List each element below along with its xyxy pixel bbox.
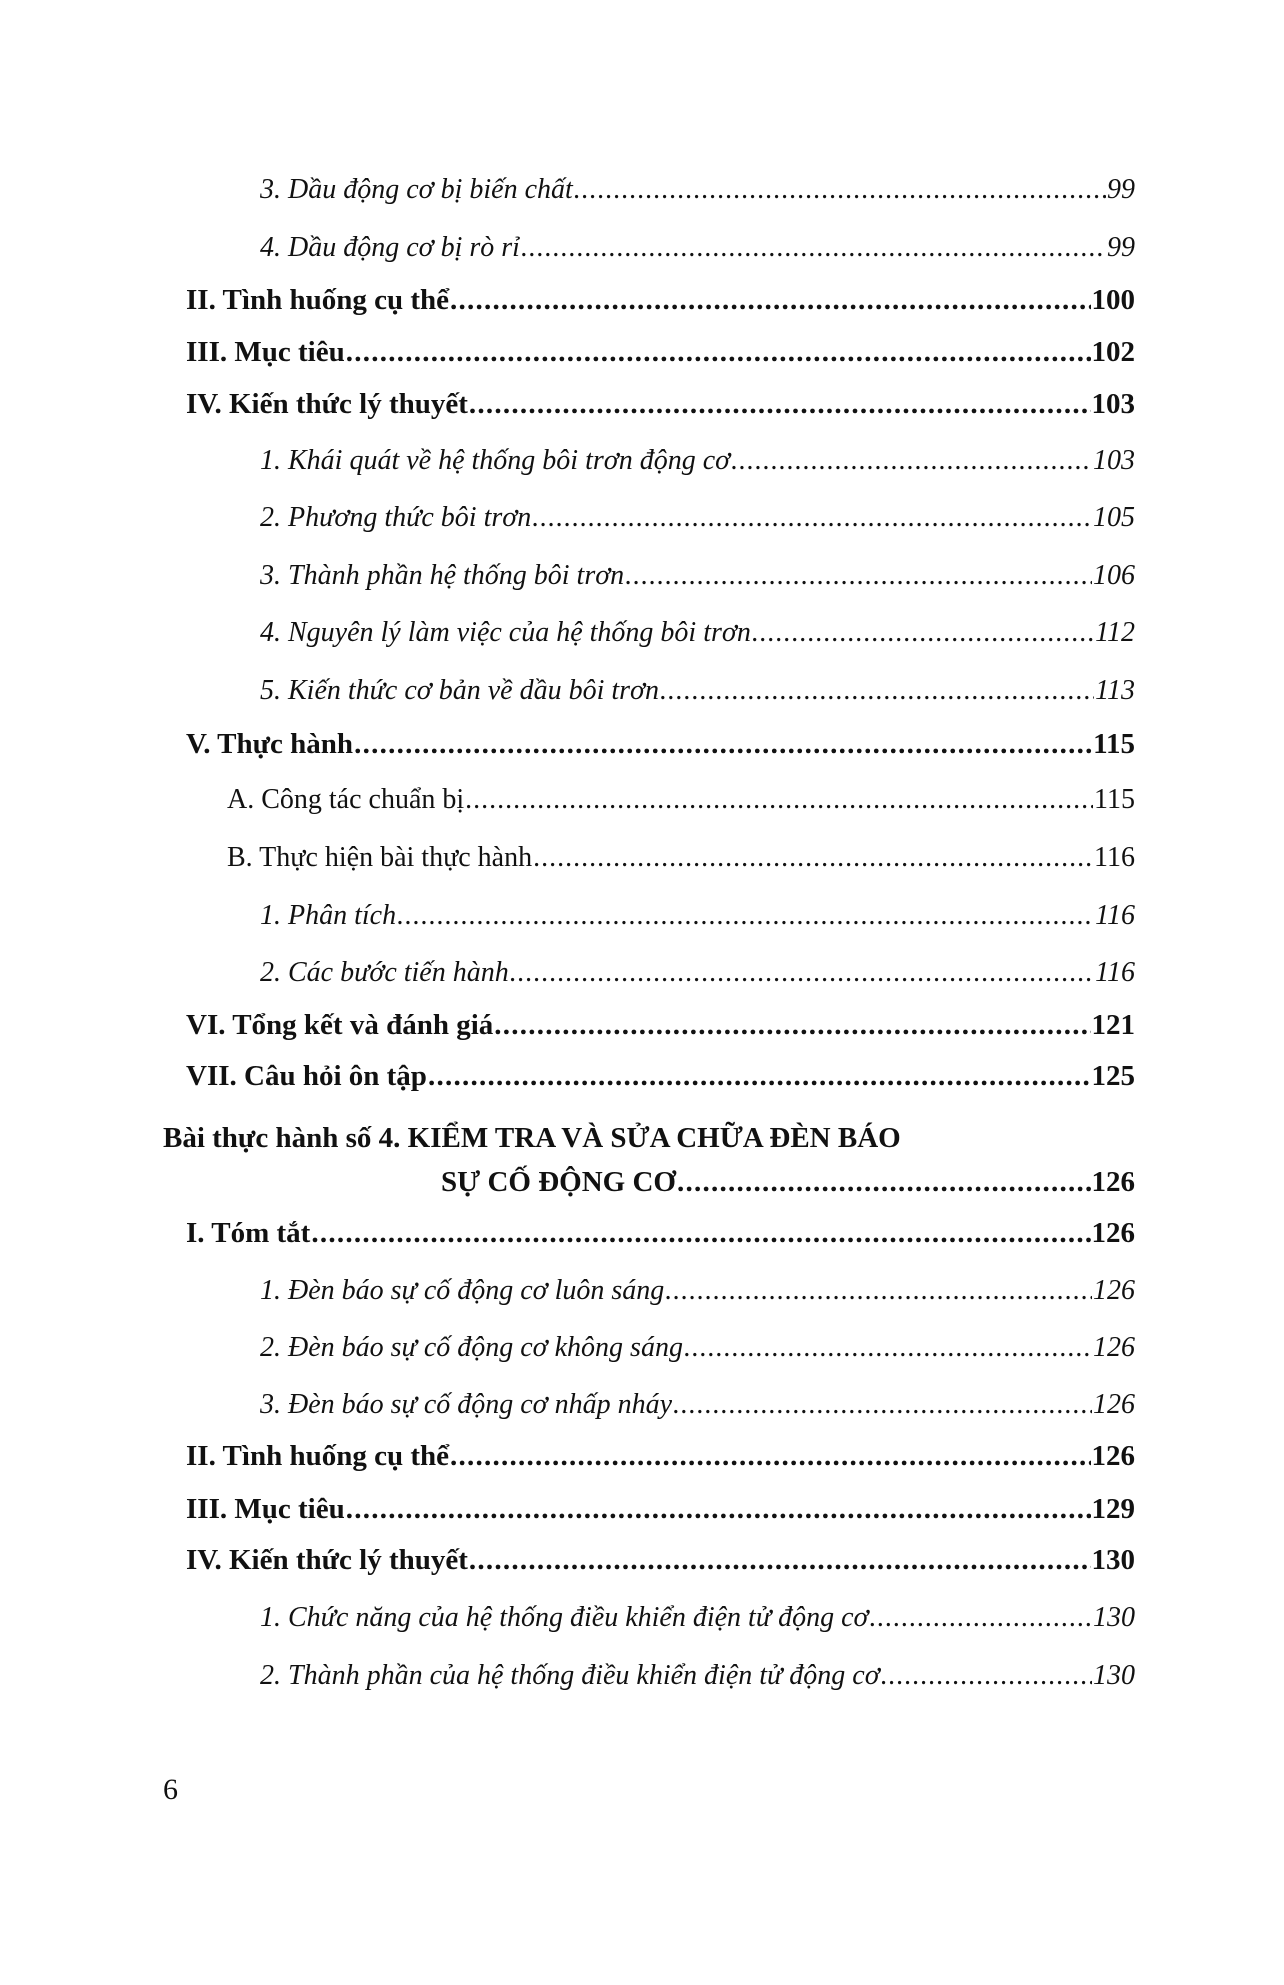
entry-title: III. Mục tiêu [186, 1493, 345, 1525]
entry-page: 130 [1093, 1602, 1135, 1633]
entry-title: 2. Phương thức bôi trơn [260, 502, 532, 533]
dot-leader [311, 1213, 1090, 1253]
entry-title: 4. Dầu động cơ bị rò rỉ [260, 232, 520, 263]
entry-page: 126 [1093, 1332, 1135, 1363]
toc-entry [260, 1385, 1135, 1425]
toc-entry [186, 1056, 1135, 1096]
entry-title: 5. Kiến thức cơ bản về dầu bôi trơn [260, 675, 659, 706]
entry-title: II. Tình huống cụ thể [186, 284, 449, 316]
toc-entry [260, 441, 1135, 481]
entry-title: IV. Kiến thức lý thuyết [186, 388, 468, 420]
toc-entry [260, 170, 1135, 210]
entry-page: 105 [1093, 502, 1135, 533]
entry-page: 126 [1091, 1440, 1135, 1472]
entry-page: 126 [1091, 1166, 1135, 1198]
entry-page: 130 [1091, 1544, 1135, 1576]
toc-entry [441, 1162, 1135, 1202]
entry-title: B. Thực hiện bài thực hành [227, 842, 533, 873]
entry-title: VI. Tổng kết và đánh giá [186, 1009, 494, 1041]
entry-page: 115 [1093, 728, 1135, 760]
toc-entry [186, 332, 1135, 372]
toc-entry [260, 1656, 1135, 1696]
entry-page: 116 [1095, 957, 1135, 988]
dot-leader [752, 613, 1094, 653]
toc-entry [227, 838, 1135, 878]
dot-leader [521, 228, 1106, 268]
chapter-heading [163, 1118, 901, 1158]
entry-page: 116 [1095, 900, 1135, 931]
toc-entry [186, 1436, 1135, 1476]
entry-page: 115 [1094, 784, 1135, 815]
toc-entry [260, 613, 1135, 653]
toc-entry [260, 228, 1135, 268]
entry-title: II. Tình huống cụ thể [186, 1440, 449, 1472]
entry-page: 103 [1093, 445, 1135, 476]
dot-leader [428, 1056, 1091, 1096]
dot-leader [881, 1656, 1092, 1696]
entry-title: 1. Đèn báo sự cố động cơ luôn sáng [260, 1275, 665, 1306]
toc-entry [260, 1328, 1135, 1368]
entry-page: 129 [1091, 1493, 1135, 1525]
entry-title: 4. Nguyên lý làm việc của hệ thống bôi trơn [260, 617, 751, 648]
dot-leader [469, 1540, 1091, 1580]
dot-leader [574, 170, 1106, 210]
entry-title: A. Công tác chuẩn bị [227, 784, 465, 815]
entry-title: I. Tóm tắt [186, 1217, 311, 1249]
entry-page: 99 [1107, 232, 1135, 263]
dot-leader [465, 780, 1093, 820]
dot-leader [625, 556, 1092, 596]
entry-page: 126 [1093, 1389, 1135, 1420]
dot-leader [354, 724, 1092, 764]
entry-page: 113 [1095, 675, 1135, 706]
entry-page: 125 [1091, 1060, 1135, 1092]
dot-leader [532, 498, 1092, 538]
toc-entry [260, 671, 1135, 711]
entry-page: 100 [1091, 284, 1135, 316]
toc-entry [186, 1489, 1135, 1529]
toc-entry [227, 780, 1135, 820]
toc-entry [186, 1005, 1135, 1045]
dot-leader [397, 896, 1094, 936]
entry-title: SỰ CỐ ĐỘNG CƠ [441, 1166, 676, 1198]
entry-page: 116 [1094, 842, 1135, 873]
entry-title: V. Thực hành [186, 728, 354, 760]
entry-title: 2. Các bước tiến hành [260, 957, 509, 988]
toc-entry [260, 1598, 1135, 1638]
entry-title: 1. Chức năng của hệ thống điều khiển điện tử động cơ [260, 1602, 869, 1633]
toc-entry [260, 953, 1135, 993]
dot-leader [660, 671, 1094, 711]
entry-page: 103 [1091, 388, 1135, 420]
entry-title: 3. Thành phần hệ thống bôi trơn [260, 560, 625, 591]
entry-title: Bài thực hành số 4. KIỂM TRA VÀ SỬA CHỮA ĐÈN BÁO [163, 1122, 901, 1154]
entry-page: 121 [1091, 1009, 1135, 1041]
entry-title: 1. Khái quát về hệ thống bôi trơn động cơ [260, 445, 731, 476]
dot-leader [450, 280, 1091, 320]
entry-page: 102 [1091, 336, 1135, 368]
dot-leader [533, 838, 1093, 878]
toc-entry [186, 724, 1135, 764]
toc-entry [260, 556, 1135, 596]
entry-title: 3. Đèn báo sự cố động cơ nhấp nháy [260, 1389, 673, 1420]
page-number: 6 [163, 1773, 178, 1806]
toc-entry [186, 280, 1135, 320]
entry-title: III. Mục tiêu [186, 336, 345, 368]
entry-page: 126 [1093, 1275, 1135, 1306]
dot-leader [677, 1162, 1091, 1202]
dot-leader [673, 1385, 1092, 1425]
entry-title: 1. Phân tích [260, 900, 397, 931]
toc-entry [186, 1213, 1135, 1253]
dot-leader [346, 1489, 1091, 1529]
toc-entry [260, 498, 1135, 538]
toc-entry [186, 384, 1135, 424]
toc-entry [186, 1540, 1135, 1580]
entry-page: 130 [1093, 1660, 1135, 1691]
dot-leader [510, 953, 1094, 993]
entry-title: IV. Kiến thức lý thuyết [186, 1544, 468, 1576]
entry-title: 3. Dầu động cơ bị biến chất [260, 174, 573, 205]
entry-page: 106 [1093, 560, 1135, 591]
dot-leader [346, 332, 1091, 372]
dot-leader [665, 1271, 1092, 1311]
dot-leader [684, 1328, 1092, 1368]
dot-leader [731, 441, 1092, 481]
dot-leader [869, 1598, 1092, 1638]
entry-page: 112 [1095, 617, 1135, 648]
entry-page: 126 [1091, 1217, 1135, 1249]
toc-entry [260, 1271, 1135, 1311]
entry-title: 2. Thành phần của hệ thống điều khiển điện tử động cơ [260, 1660, 880, 1691]
dot-leader [469, 384, 1091, 424]
entry-title: 2. Đèn báo sự cố động cơ không sáng [260, 1332, 683, 1363]
entry-title: VII. Câu hỏi ôn tập [186, 1060, 427, 1092]
dot-leader [450, 1436, 1091, 1476]
entry-page: 99 [1107, 174, 1135, 205]
toc-entry [260, 896, 1135, 936]
dot-leader [494, 1005, 1090, 1045]
